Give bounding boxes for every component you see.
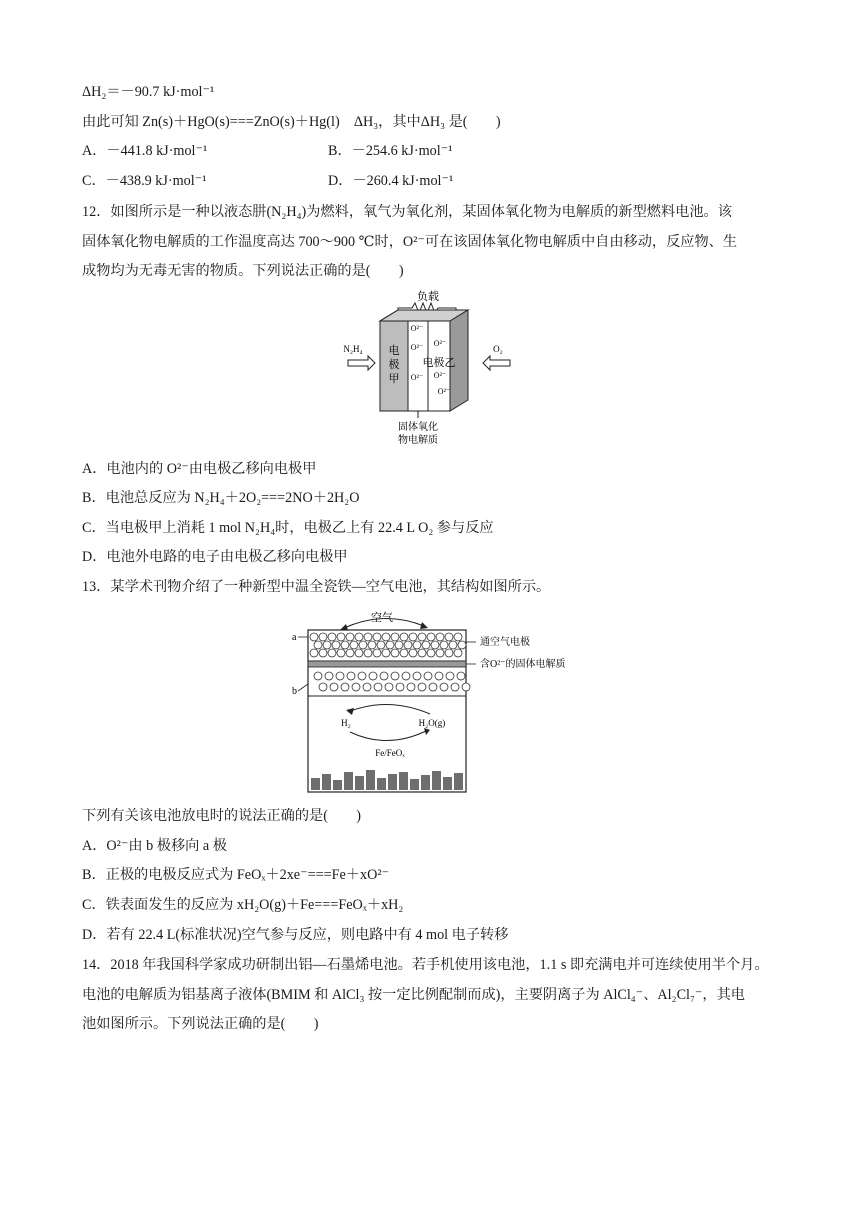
particle (359, 641, 367, 649)
h2-label: H₂ (341, 718, 351, 728)
fe-block (388, 774, 397, 790)
question-12: 12．如图所示是一种以液态肼(N₂H₄)为燃料，氧气为氧化剂，某固体氧化物为电解质的新型燃料电池。该 (82, 204, 732, 220)
iron-air-cell-figure (284, 604, 614, 796)
option-d: D．电池外电路的电子由电极乙移向电极甲 (82, 549, 348, 565)
arrow-left-icon (483, 356, 510, 370)
particle (369, 672, 377, 680)
option-d: D．若有 22.4 L(标准状况)空气参与反应，则电路中有 4 mol 电子转移 (82, 927, 509, 943)
particle (373, 633, 381, 641)
arrow-icon (420, 622, 428, 629)
arrow-right-icon (348, 356, 375, 370)
particle (413, 672, 421, 680)
particle (341, 641, 349, 649)
particle (435, 672, 443, 680)
particle (402, 672, 410, 680)
ion-label: O²⁻ (437, 387, 451, 396)
particle (368, 641, 376, 649)
fe-block (421, 775, 430, 790)
h2o-label: H₂O(g) (418, 718, 446, 728)
load-label: 负载 (417, 291, 439, 303)
label-b: b (292, 686, 297, 697)
option-c: C．当电极甲上消耗 1 mol N₂H₄时，电极乙上有 22.4 L O₂ 参与反应 (82, 520, 494, 536)
particle (409, 649, 417, 657)
particle (400, 649, 408, 657)
fe-block (322, 774, 331, 790)
option-a: A．电池内的 O²⁻由电极乙移向电极甲 (82, 461, 317, 477)
text-line: 成物均为无毒无害的物质。下列说法正确的是( ) (82, 263, 404, 279)
particle (346, 649, 354, 657)
particle (382, 649, 390, 657)
solid-electrolyte (308, 661, 466, 667)
particle (400, 633, 408, 641)
particle (454, 649, 462, 657)
particle (337, 633, 345, 641)
particle (395, 641, 403, 649)
particle (323, 641, 331, 649)
option-b: B．正极的电极反应式为 FeOₓ＋2xe⁻===Fe＋xO²⁻ (82, 867, 390, 883)
fe-label: Fe/FeOₓ (375, 748, 405, 758)
air-electrode-particles (310, 633, 466, 657)
particle (319, 633, 327, 641)
particle (346, 633, 354, 641)
particle (374, 683, 382, 691)
fe-block (454, 773, 463, 790)
fe-block (355, 776, 364, 790)
particle (431, 641, 439, 649)
option-c: C．铁表面发生的反应为 xH₂O(g)＋Fe===FeOₓ＋xH₂ (82, 897, 404, 913)
particle (373, 649, 381, 657)
particle (364, 633, 372, 641)
n2h4-label: N₂H₄ (343, 344, 363, 354)
particle (449, 641, 457, 649)
question-14: 14．2018 年我国科学家成功研制出铝—石墨烯电池。若手机使用该电池，1.1 s 即充满电并可连续使用半个月。 (82, 957, 769, 973)
ion-label: O²⁻ (410, 343, 424, 352)
particle (418, 633, 426, 641)
particle (328, 633, 336, 641)
particle (385, 683, 393, 691)
particle (440, 641, 448, 649)
particle (380, 672, 388, 680)
text-line: 固体氧化物电解质的工作温度高达 700～900 ℃时，O²⁻可在该固体氧化物电解质中自由移动，反应物、生 (82, 234, 738, 250)
particle (310, 649, 318, 657)
fe-block (410, 779, 419, 790)
electrolyte-label: 含O²⁻的固体电解质 (480, 659, 566, 670)
particle (462, 683, 470, 691)
particle (404, 641, 412, 649)
particle (446, 672, 454, 680)
ion-label: O²⁻ (433, 339, 447, 348)
particle (445, 633, 453, 641)
particle (332, 641, 340, 649)
particle (418, 649, 426, 657)
particle (382, 633, 390, 641)
particle (454, 633, 462, 641)
ion-label: O²⁻ (410, 324, 424, 333)
particle (363, 683, 371, 691)
fuel-cell-figure (340, 286, 520, 448)
particle (310, 633, 318, 641)
particle (386, 641, 394, 649)
fe-block (377, 778, 386, 790)
particle (391, 649, 399, 657)
electrode-b-label: 电极乙 (422, 357, 456, 369)
fe-block (311, 778, 320, 790)
particle (355, 633, 363, 641)
option-c: C．－438.9 kJ·mol⁻¹ (82, 173, 207, 189)
option-a: A．O²⁻由 b 极移向 a 极 (82, 838, 227, 854)
particle (445, 649, 453, 657)
particle (391, 633, 399, 641)
particle (330, 683, 338, 691)
particle (319, 649, 327, 657)
fe-block (399, 772, 408, 790)
particle (436, 633, 444, 641)
fe-block (366, 770, 375, 790)
particle (347, 672, 355, 680)
option-b: B．电池总反应为 N₂H₄＋2O₂===2NO＋2H₂O (82, 490, 360, 506)
option-b: B．－254.6 kJ·mol⁻¹ (328, 143, 453, 159)
label-a: a (292, 632, 297, 643)
particle (440, 683, 448, 691)
text-line: ΔH₂＝－90.7 kJ·mol⁻¹ (82, 84, 215, 100)
particle (319, 683, 327, 691)
air-electrode-label: 通空气电极 (480, 637, 530, 648)
fe-block (344, 772, 353, 790)
electrolyte-label: 固体氧化 (398, 422, 438, 433)
text-line: 电池的电解质为铝基离子液体(BMIM 和 AlCl₃ 按一定比例配制而成)，主要阴离子为 AlCl₄⁻、Al₂Cl₇⁻，其电 (82, 987, 745, 1003)
particle (314, 641, 322, 649)
svg-text:物电解质: 物电解质 (398, 435, 438, 446)
electrode-a-label: 电 (388, 345, 400, 357)
particle (350, 641, 358, 649)
question-13: 13．某学术刊物介绍了一种新型中温全瓷铁—空气电池，其结构如图所示。 (82, 579, 551, 595)
particle (429, 683, 437, 691)
particle (418, 683, 426, 691)
particle (336, 672, 344, 680)
particle (328, 649, 336, 657)
particle (364, 649, 372, 657)
svg-text:极: 极 (388, 359, 400, 371)
particle (337, 649, 345, 657)
particle (325, 672, 333, 680)
particle (451, 683, 459, 691)
particle (458, 641, 466, 649)
fe-block (443, 777, 452, 790)
o2-label: O₂ (493, 344, 503, 354)
particle (377, 641, 385, 649)
air-label: 空气 (371, 612, 393, 624)
particle (436, 649, 444, 657)
ion-label: O²⁻ (433, 371, 447, 380)
particle (391, 672, 399, 680)
particle (427, 633, 435, 641)
option-a: A．－441.8 kJ·mol⁻¹ (82, 143, 208, 159)
particle (352, 683, 360, 691)
particle (427, 649, 435, 657)
particle (358, 672, 366, 680)
svg-text:甲: 甲 (388, 373, 400, 385)
text-line: 由此可知 Zn(s)＋HgO(s)===ZnO(s)＋Hg(l) ΔH₃，其中ΔH₃ 是( ) (82, 114, 501, 130)
particle (424, 672, 432, 680)
arrow-icon (340, 624, 348, 630)
option-d: D．－260.4 kJ·mol⁻¹ (328, 173, 454, 189)
fe-block (432, 771, 441, 790)
particle (396, 683, 404, 691)
fe-block (333, 780, 342, 790)
particle (422, 641, 430, 649)
particle (314, 672, 322, 680)
particle (457, 672, 465, 680)
particle (407, 683, 415, 691)
particle (413, 641, 421, 649)
particle (409, 633, 417, 641)
particle (341, 683, 349, 691)
particle (355, 649, 363, 657)
ion-label: O²⁻ (410, 373, 424, 382)
text-line: 池如图所示。下列说法正确的是( ) (82, 1016, 319, 1032)
text-line: 下列有关该电池放电时的说法正确的是( ) (82, 808, 362, 824)
